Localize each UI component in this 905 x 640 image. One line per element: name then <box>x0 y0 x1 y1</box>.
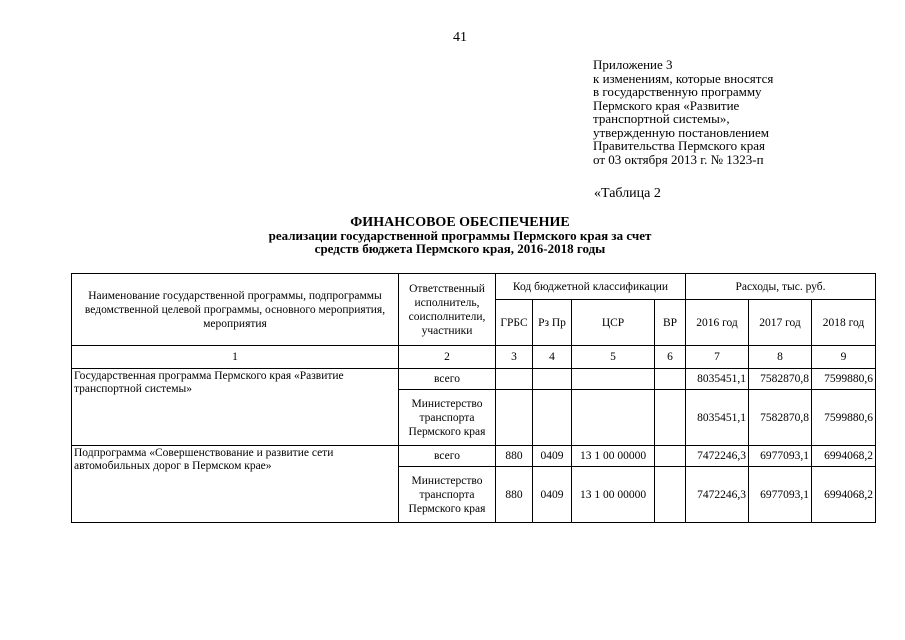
amount-2018: 7599880,6 <box>812 390 876 446</box>
amount-2017: 6977093,1 <box>749 467 812 523</box>
header-name: Наименование государственной программы, подпрограммы ведомственной целевой программы, основного мероприятия, мероприятия <box>72 274 399 346</box>
amount-2017: 7582870,8 <box>749 390 812 446</box>
table-row <box>72 369 876 390</box>
subprogram-name: Подпрограмма «Совершенствование и развитие сети автомобильных дорог в Пермском крае» <box>72 446 399 523</box>
amount-2016: 8035451,1 <box>686 390 749 446</box>
rzpr-cell <box>533 369 572 390</box>
header-expenses: Расходы, тыс. руб. <box>686 274 876 300</box>
appendix-line: от 03 октября 2013 г. № 1323-п <box>593 151 764 167</box>
header-csr: ЦСР <box>572 300 655 346</box>
appendix-line: к изменениям, которые вносятся <box>593 70 774 86</box>
document-title <box>200 216 720 255</box>
appendix-line: транспортной системы», <box>593 111 730 126</box>
financing-table <box>71 273 876 523</box>
amount-2018: 7599880,6 <box>812 369 876 390</box>
column-number: 9 <box>812 346 876 369</box>
header-vr: ВР <box>655 300 686 346</box>
csr-cell <box>572 390 655 446</box>
column-number: 5 <box>572 346 655 369</box>
table-label: «Таблица 2 <box>594 186 661 201</box>
grbs-cell: 880 <box>496 467 533 523</box>
header-executor: Ответственный исполнитель, соисполнители, участники <box>399 274 496 346</box>
column-number: 4 <box>533 346 572 369</box>
executor-cell: всего <box>399 446 496 467</box>
appendix-line: Приложение 3 <box>593 57 673 72</box>
appendix-line: Пермского края «Развитие <box>593 97 740 113</box>
column-number: 8 <box>749 346 812 369</box>
executor-cell: Министерство транспорта Пермского края <box>399 390 496 446</box>
header-rzpr: Рз Пр <box>533 300 572 346</box>
amount-2016: 7472246,3 <box>686 446 749 467</box>
column-number: 1 <box>72 346 399 369</box>
appendix-line: Правительства Пермского края <box>593 138 765 153</box>
title-line-2: реализации государственной программы Пермского края за счет <box>268 228 652 243</box>
column-number: 6 <box>655 346 686 369</box>
header-budget-code: Код бюджетной классификации <box>496 274 686 300</box>
amount-2017: 7582870,8 <box>749 369 812 390</box>
table-row <box>72 446 876 467</box>
csr-cell: 13 1 00 00000 <box>572 446 655 467</box>
vr-cell <box>655 390 686 446</box>
column-number: 3 <box>496 346 533 369</box>
column-number-row <box>72 346 876 369</box>
column-number: 7 <box>686 346 749 369</box>
title-line-3: средств бюджета Пермского края, 2016-2018 годы <box>314 241 606 256</box>
vr-cell <box>655 369 686 390</box>
amount-2018: 6994068,2 <box>812 467 876 523</box>
executor-cell: Министерство транспорта Пермского края <box>399 467 496 523</box>
rzpr-cell <box>533 390 572 446</box>
executor-cell: всего <box>399 369 496 390</box>
vr-cell <box>655 467 686 523</box>
appendix-line: в государственную программу <box>593 84 762 99</box>
header-2016: 2016 год <box>686 300 749 346</box>
amount-2017: 6977093,1 <box>749 446 812 467</box>
rzpr-cell: 0409 <box>533 446 572 467</box>
header-grbs: ГРБС <box>496 300 533 346</box>
rzpr-cell: 0409 <box>533 467 572 523</box>
grbs-cell <box>496 390 533 446</box>
column-number: 2 <box>399 346 496 369</box>
header-2017: 2017 год <box>749 300 812 346</box>
csr-cell <box>572 369 655 390</box>
page-number: 41 <box>453 30 467 45</box>
vr-cell <box>655 446 686 467</box>
amount-2016: 8035451,1 <box>686 369 749 390</box>
header-2018: 2018 год <box>812 300 876 346</box>
appendix-line: утвержденную постановлением <box>593 124 770 140</box>
csr-cell: 13 1 00 00000 <box>572 467 655 523</box>
grbs-cell: 880 <box>496 446 533 467</box>
amount-2016: 7472246,3 <box>686 467 749 523</box>
amount-2018: 6994068,2 <box>812 446 876 467</box>
grbs-cell <box>496 369 533 390</box>
program-name: Государственная программа Пермского края «Развитие транспортной системы» <box>72 369 399 446</box>
appendix-note <box>593 58 853 166</box>
title-line-1: ФИНАНСОВОЕ ОБЕСПЕЧЕНИЕ <box>350 215 570 230</box>
